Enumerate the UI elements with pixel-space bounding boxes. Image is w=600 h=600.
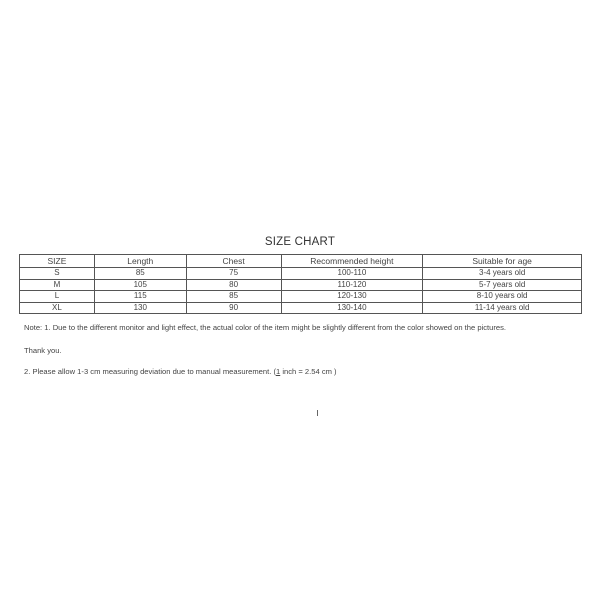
cell-height: 100-110 xyxy=(281,268,423,280)
table-row xyxy=(20,268,582,280)
table-row xyxy=(20,279,582,291)
header-suitable-age: Suitable for age xyxy=(423,255,582,268)
thank-you-note: Thank you. xyxy=(24,346,62,355)
cell-chest: 75 xyxy=(186,268,281,280)
cell-size: M xyxy=(20,279,95,291)
size-chart-title: SIZE CHART xyxy=(264,236,336,248)
cell-length: 85 xyxy=(94,268,186,280)
cell-chest: 80 xyxy=(186,279,281,291)
cell-chest: 85 xyxy=(186,291,281,303)
cell-height: 120-130 xyxy=(281,291,423,303)
table-row xyxy=(20,291,582,303)
size-chart-table xyxy=(19,254,582,314)
cell-age: 8-10 years old xyxy=(423,291,582,303)
cell-height: 130-140 xyxy=(281,302,423,314)
cell-height: 110-120 xyxy=(281,279,423,291)
cell-chest: 90 xyxy=(186,302,281,314)
color-note: Note: 1. Due to the different monitor and light effect, the actual color of the item might be slightly different from the color showed on the pictures. xyxy=(24,323,507,332)
header-size: SIZE xyxy=(20,255,95,268)
cell-length: 115 xyxy=(94,291,186,303)
cell-size: XL xyxy=(20,302,95,314)
measurement-note-prefix: 2. Please allow 1-3 cm measuring deviation due to manual measurement. ( xyxy=(24,367,276,376)
measurement-note xyxy=(24,367,337,376)
cell-age: 11-14 years old xyxy=(423,302,582,314)
measurement-note-suffix: inch = 2.54 cm ) xyxy=(280,367,337,376)
cell-length: 130 xyxy=(94,302,186,314)
cell-size: S xyxy=(20,268,95,280)
table-row xyxy=(20,302,582,314)
cell-age: 3-4 years old xyxy=(423,268,582,280)
cell-size: L xyxy=(20,291,95,303)
header-recommended-height: Recommended height xyxy=(281,255,423,268)
header-chest: Chest xyxy=(186,255,281,268)
cell-length: 105 xyxy=(94,279,186,291)
header-length: Length xyxy=(94,255,186,268)
text-cursor-mark xyxy=(317,410,318,416)
table-header-row xyxy=(20,255,582,268)
measurement-note-underlined: 1 xyxy=(276,367,281,376)
cell-age: 5-7 years old xyxy=(423,279,582,291)
